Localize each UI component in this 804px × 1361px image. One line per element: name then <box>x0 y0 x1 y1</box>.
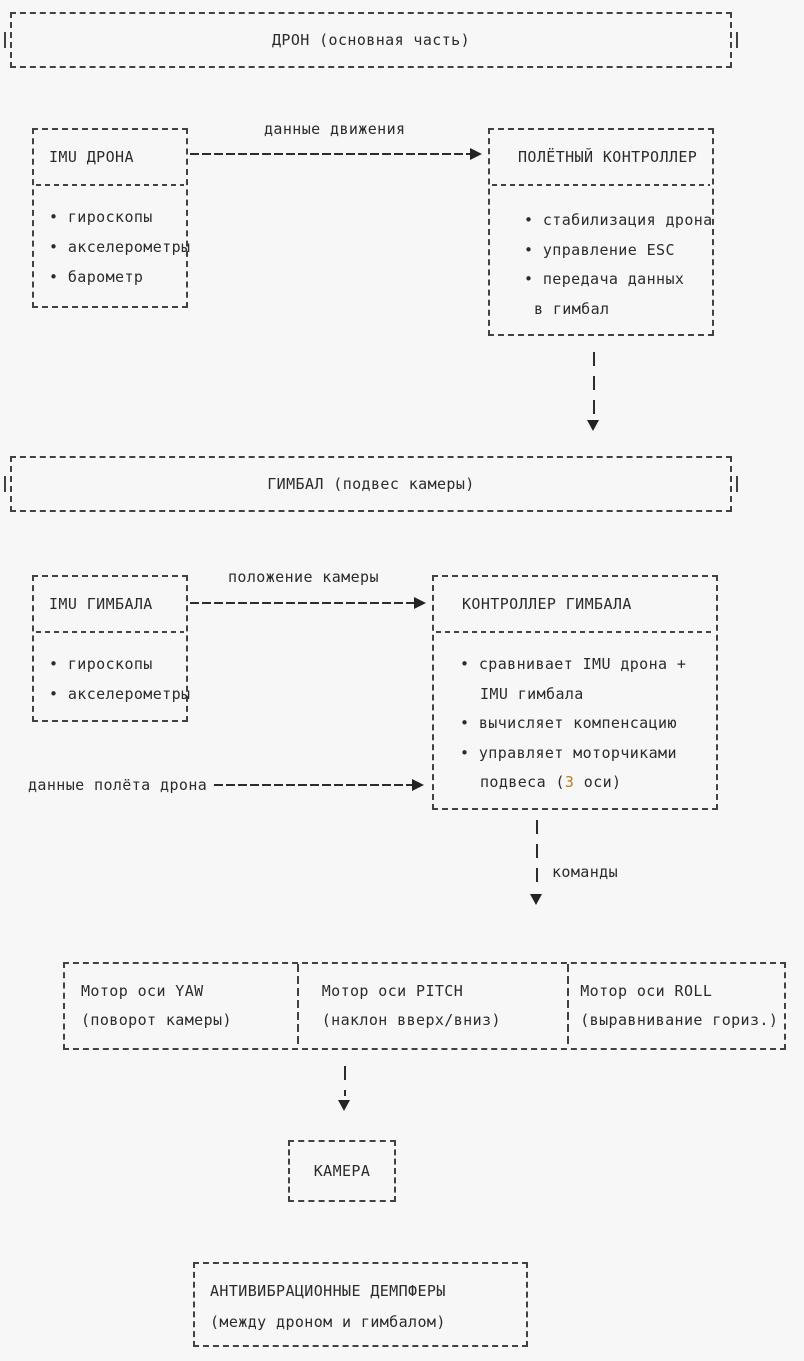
gimbal-imu-items <box>34 633 191 709</box>
motor-pitch-cell <box>298 964 567 1048</box>
gimbal-controller-item <box>460 768 712 798</box>
drone-imu-item: • барометр <box>49 268 144 286</box>
arrowhead-down-icon <box>530 894 542 905</box>
banner-gimbal <box>10 456 732 512</box>
arrowhead-down-icon <box>587 420 599 431</box>
motor-roll-title: Мотор оси ROLL <box>580 982 713 1000</box>
arrow-to-gimbal-shaft <box>593 352 595 416</box>
motor-yaw-subtitle: (поворот камеры) <box>81 1011 232 1029</box>
motor-roll-cell <box>566 964 784 1048</box>
flight-controller-item: • управление ESC <box>524 240 675 259</box>
flight-controller-item: в гимбал <box>534 299 610 318</box>
axes-count: 3 <box>564 773 575 791</box>
gimbal-imu-item: • акселерометры <box>49 685 191 703</box>
gimbal-controller-item: • вычисляет компенсацию <box>460 714 677 732</box>
box-camera <box>288 1140 396 1202</box>
motors-divider <box>567 964 569 1048</box>
box-drone-imu <box>32 128 191 308</box>
box-dampers <box>193 1262 528 1347</box>
box-flight-controller <box>488 128 714 336</box>
dampers-title: АНТИВИБРАЦИОННЫЕ ДЕМПФЕРЫ <box>210 1282 446 1300</box>
flight-controller-item: • стабилизация дрона <box>524 211 713 229</box>
drone-imu-items <box>34 186 191 292</box>
arrow-camera-position-shaft <box>190 602 416 604</box>
flight-controller-items <box>490 186 712 324</box>
box-gimbal-imu <box>32 575 191 722</box>
arrowhead-right-icon <box>470 148 482 160</box>
box-motors <box>63 962 786 1050</box>
arrow-flight-data-shaft <box>214 784 414 786</box>
gimbal-controller-items <box>434 633 716 798</box>
banner-gimbal-label: ГИМБАЛ (подвес камеры) <box>267 475 475 493</box>
flight-controller-title: ПОЛЁТНЫЙ КОНТРОЛЛЕР <box>518 148 698 166</box>
gimbal-controller-item-text: оси) <box>574 773 622 791</box>
gimbal-imu-item: • гироскопы <box>49 655 153 673</box>
arrow-motion-data-shaft <box>190 153 472 155</box>
banner-drone-label: ДРОН (основная часть) <box>271 31 471 49</box>
dampers-subtitle: (между дроном и гимбалом) <box>210 1313 446 1331</box>
arrowhead-right-icon <box>414 597 426 609</box>
motor-yaw-cell <box>65 964 298 1048</box>
arrowhead-down-icon <box>338 1100 350 1111</box>
arrowhead-right-icon <box>412 779 424 791</box>
motor-pitch-subtitle: (наклон вверх/вниз) <box>321 1011 501 1029</box>
gimbal-imu-title: IMU ГИМБАЛА <box>49 595 153 613</box>
motors-divider <box>297 964 299 1048</box>
banner-drone <box>10 12 732 68</box>
motor-roll-subtitle: (выравнивание гориз.) <box>580 1011 779 1029</box>
drone-imu-item: • гироскопы <box>49 208 153 226</box>
camera-label: КАМЕРА <box>313 1162 371 1180</box>
drone-imu-title: IMU ДРОНА <box>49 148 134 166</box>
drone-imu-item: • акселерометры <box>49 238 191 256</box>
box-gimbal-controller <box>432 575 718 810</box>
arrow-to-camera-shaft <box>344 1066 346 1096</box>
arrow-camera-position-label: положение камеры <box>228 568 379 586</box>
gimbal-controller-item: • сравнивает IMU дрона + <box>460 655 687 673</box>
motor-pitch-title: Мотор оси PITCH <box>321 982 464 1000</box>
gimbal-controller-item: • управляет моторчиками <box>460 743 677 762</box>
flight-controller-item: • передача данных <box>524 270 685 288</box>
motor-yaw-title: Мотор оси YAW <box>81 982 204 1000</box>
arrow-motion-data-label: данные движения <box>264 120 406 138</box>
gimbal-controller-item-text: подвеса ( <box>480 773 565 791</box>
arrow-commands-label: команды <box>552 863 619 881</box>
arrow-flight-data-label: данные полёта дрона <box>28 776 208 794</box>
gimbal-controller-item: IMU гимбала <box>480 684 584 703</box>
gimbal-controller-title: КОНТРОЛЛЕР ГИМБАЛА <box>462 595 632 613</box>
arrow-commands-shaft <box>536 820 538 890</box>
